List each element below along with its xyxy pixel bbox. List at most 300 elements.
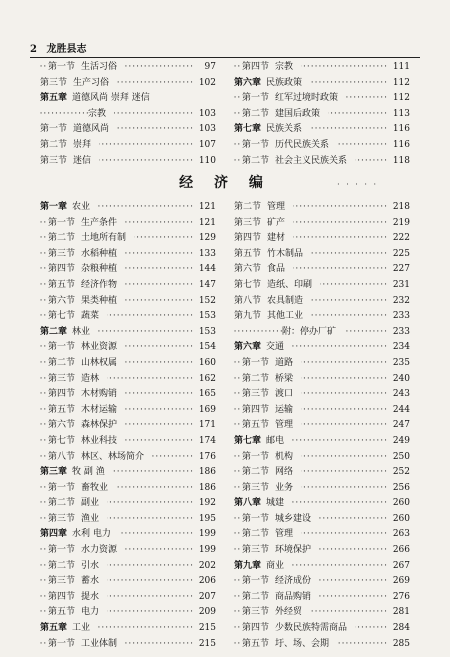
entry-title: 交通 [266, 342, 285, 353]
toc-entry [234, 450, 410, 466]
entry-title: 竹木制品 [267, 248, 304, 259]
entry-label [242, 91, 346, 107]
toc-entry [234, 372, 410, 388]
entry-title: 经济作物 [81, 279, 118, 290]
toc-entry [234, 387, 410, 403]
page-number: 2 [30, 44, 37, 55]
entry-page-number: 267 [388, 559, 410, 575]
entry-title: 造林 [81, 373, 100, 384]
entry-title: 林业资源 [81, 342, 118, 353]
entry-label [48, 418, 125, 434]
entry-number: 第二节 [234, 202, 262, 212]
entry-title: 森林保护 [81, 420, 118, 431]
toc-top-left [40, 60, 216, 169]
entry-title: 矿产 [267, 217, 286, 228]
toc-entry [234, 231, 410, 247]
entry-label [234, 434, 292, 450]
toc-entry [40, 621, 216, 637]
entry-page-number: 165 [194, 387, 216, 403]
entry-title: 社会主义民族关系 [275, 155, 348, 166]
entry-page-number: 269 [388, 574, 410, 590]
entry-number: 第一节 [242, 513, 270, 524]
entry-page-number: 206 [194, 574, 216, 590]
toc-entry [234, 340, 410, 356]
entry-label [48, 605, 107, 621]
entry-number: 第四节 [242, 404, 270, 415]
entry-number: 第一节 [242, 451, 270, 462]
entry-label [48, 637, 125, 653]
toc-top-right [234, 60, 410, 169]
entry-title: 环境保护 [275, 545, 312, 556]
entry-label [234, 247, 311, 263]
entry-label [242, 60, 301, 76]
entry-page-number: 243 [388, 387, 410, 403]
entry-title: 林业科技 [81, 435, 118, 446]
toc-entry [234, 309, 410, 325]
toc-entry [40, 247, 216, 263]
entry-label [40, 200, 98, 216]
entry-label [40, 527, 119, 543]
toc-entry [40, 574, 216, 590]
entry-label [242, 465, 301, 481]
toc-entry [40, 154, 216, 170]
entry-title: 工业 [72, 623, 91, 634]
entry-number: 第一章 [40, 202, 68, 212]
entry-page-number: 133 [194, 247, 216, 263]
entry-label [40, 325, 98, 341]
entry-page-number: 231 [388, 278, 410, 294]
entry-number: 第二节 [242, 591, 270, 602]
toc-entry [234, 247, 410, 263]
entry-page-number: 250 [388, 450, 410, 466]
entry-number: 第二节 [48, 498, 76, 509]
toc-entry [234, 262, 410, 278]
entry-number: 第五章 [40, 93, 68, 104]
entry-page-number: 147 [194, 278, 216, 294]
entry-page-number: 113 [388, 107, 410, 123]
entry-number: 第一节 [48, 217, 76, 228]
entry-label [234, 496, 292, 512]
entry-label [234, 340, 292, 356]
entry-page-number: 103 [194, 107, 216, 123]
toc-entry [234, 325, 410, 341]
entry-title: 民族政策 [266, 77, 303, 88]
toc-entry [40, 107, 216, 123]
entry-title: 圩、场、会期 [275, 638, 330, 649]
toc-entry [234, 76, 410, 92]
toc-bottom-right [234, 200, 410, 652]
entry-number: 第六节 [48, 420, 76, 431]
entry-number: 第四节 [48, 591, 76, 602]
entry-page-number: 225 [388, 247, 410, 263]
toc-entry [234, 294, 410, 310]
entry-number: 第三节 [40, 155, 68, 166]
decorative-dots: · · · · · [337, 180, 378, 189]
entry-title: 食品 [267, 264, 286, 275]
entry-label [48, 450, 152, 466]
toc-entry [40, 527, 216, 543]
entry-label [48, 512, 107, 528]
toc-entry [40, 481, 216, 497]
entry-number: 第四节 [234, 233, 262, 244]
entry-title: 其他工业 [267, 311, 304, 322]
entry-page-number: 144 [194, 262, 216, 278]
section-title: 经 济 编 [179, 175, 271, 191]
toc-entry [234, 154, 410, 170]
entry-page-number: 285 [388, 637, 410, 653]
entry-label [48, 216, 125, 232]
entry-label [48, 294, 125, 310]
entry-label [234, 309, 311, 325]
entry-title: 引水 [81, 560, 100, 571]
entry-page-number: 107 [194, 138, 216, 154]
entry-number: 第一节 [48, 545, 76, 556]
entry-number: 第七节 [234, 279, 262, 290]
entry-title: 提水 [81, 591, 100, 602]
toc-entry [40, 216, 216, 232]
toc-entry [40, 372, 216, 388]
entry-number: 第二节 [40, 139, 68, 150]
entry-label [40, 91, 158, 107]
entry-label [40, 154, 99, 170]
toc-entry [40, 512, 216, 528]
entry-number: 第二节 [48, 560, 76, 571]
entry-label [48, 590, 107, 606]
entry-title: 管理 [267, 202, 286, 212]
entry-number: 第七章 [234, 124, 262, 135]
entry-page-number: 249 [388, 434, 410, 450]
entry-number: 第一节 [48, 62, 76, 72]
toc-entry [40, 138, 216, 154]
toc-entry [40, 294, 216, 310]
entry-label [48, 278, 125, 294]
entry-page-number: 219 [388, 216, 410, 232]
toc-entry [234, 418, 410, 434]
entry-number: 第四节 [48, 264, 76, 275]
entry-label [234, 216, 293, 232]
entry-title: 山林权属 [81, 357, 118, 368]
entry-title: 民族关系 [266, 124, 303, 135]
entry-label [48, 60, 125, 76]
entry-title: 邮电 [266, 435, 285, 446]
entry-page-number: 186 [194, 465, 216, 481]
entry-title: 杂粮种植 [81, 264, 118, 275]
entry-page-number: 215 [194, 637, 216, 653]
entry-title: 业务 [275, 482, 294, 493]
entry-title: 蔬菜 [81, 311, 100, 322]
entry-label [242, 154, 355, 170]
entry-page-number: 102 [194, 76, 216, 92]
entry-number: 第三节 [48, 513, 76, 524]
toc-entry [40, 340, 216, 356]
entry-page-number: 192 [194, 496, 216, 512]
entry-title: 林区、林场简介 [81, 451, 145, 462]
toc-entry [40, 200, 216, 216]
toc-entry [234, 107, 410, 123]
toc-entry [234, 496, 410, 512]
entry-page-number: 207 [194, 590, 216, 606]
toc-entry [40, 356, 216, 372]
entry-label [242, 418, 301, 434]
entry-label [234, 76, 310, 92]
entry-number: 第六节 [48, 295, 76, 306]
toc-entry [40, 91, 216, 107]
entry-label [234, 231, 293, 247]
entry-label [242, 527, 301, 543]
toc-entry [234, 91, 410, 107]
entry-page-number: 233 [388, 325, 410, 341]
entry-page-number: 256 [388, 481, 410, 497]
entry-page-number: 171 [194, 418, 216, 434]
entry-page-number: 232 [388, 294, 410, 310]
entry-title: 生产习俗 [73, 77, 110, 88]
entry-number: 第二节 [242, 155, 270, 166]
entry-number: 第一节 [48, 482, 76, 493]
entry-title: 工业体制 [81, 638, 118, 649]
entry-number: 第八节 [234, 295, 262, 306]
entry-label [48, 434, 125, 450]
entry-page-number: 112 [388, 91, 410, 107]
entry-label [242, 621, 355, 637]
entry-number: 第三节 [40, 77, 68, 88]
toc-entry [234, 60, 410, 76]
entry-label [48, 231, 134, 247]
entry-title: 道德风尚 [73, 124, 110, 135]
toc-entry [234, 434, 410, 450]
entry-number: 第一节 [242, 357, 270, 368]
entry-page-number: 121 [194, 216, 216, 232]
entry-number: 第三节 [48, 248, 76, 259]
entry-page-number: 121 [194, 200, 216, 216]
toc-entry [40, 543, 216, 559]
entry-label [242, 387, 301, 403]
entry-number: 第四节 [242, 62, 270, 72]
entry-title: 网络 [275, 467, 294, 478]
entry-label [234, 278, 320, 294]
toc-entry [40, 309, 216, 325]
leader-dots [40, 107, 194, 123]
entry-label [48, 496, 107, 512]
entry-number: 第一节 [242, 576, 270, 587]
entry-number: 第三章 [40, 467, 68, 478]
entry-title: 渡口 [275, 389, 294, 400]
entry-label [48, 372, 107, 388]
book-title: 龙胜县志 [46, 44, 87, 55]
entry-number: 第七节 [48, 311, 76, 322]
entry-label [242, 512, 319, 528]
toc-entry [40, 231, 216, 247]
entry-number: 第五节 [242, 638, 270, 649]
entry-label [234, 200, 293, 216]
entry-number: 第五节 [48, 404, 76, 415]
toc-entry [234, 637, 410, 653]
entry-number: 第四节 [242, 623, 270, 634]
entry-label [242, 372, 301, 388]
entry-number: 第三节 [48, 373, 76, 384]
entry-label [40, 76, 117, 92]
entry-number: 第三节 [48, 576, 76, 587]
entry-number: 第六章 [234, 342, 262, 353]
entry-page-number: 276 [388, 590, 410, 606]
entry-title: 宗教 [275, 62, 294, 72]
entry-page-number: 162 [194, 372, 216, 388]
entry-page-number: 215 [194, 621, 216, 637]
toc-entry [40, 590, 216, 606]
entry-title: 林业 [72, 326, 91, 337]
entry-number: 第五节 [48, 279, 76, 290]
entry-page-number: 186 [194, 481, 216, 497]
entry-title: 管理 [275, 420, 294, 431]
entry-label [48, 262, 125, 278]
entry-label [48, 481, 116, 497]
entry-label [242, 637, 337, 653]
entry-page-number: 195 [194, 512, 216, 528]
entry-page-number: 116 [388, 122, 410, 138]
entry-label [48, 559, 107, 575]
entry-number: 第四章 [40, 529, 68, 540]
entry-number: 第一节 [48, 342, 76, 353]
entry-title: 迷信 [73, 155, 92, 166]
entry-label [234, 294, 311, 310]
entry-label [242, 403, 301, 419]
entry-title: 土地所有制 [81, 233, 127, 244]
entry-title: 木材购销 [81, 389, 118, 400]
entry-number: 第二节 [242, 467, 270, 478]
entry-page-number: 160 [194, 356, 216, 372]
entry-title: 水利 电力 [72, 529, 111, 540]
entry-number: 第二节 [242, 108, 270, 119]
entry-number: 第五节 [242, 420, 270, 431]
entry-title: 少数民族特需商品 [275, 623, 348, 634]
entry-title: 红军过境时政策 [275, 93, 339, 104]
toc-entry [234, 138, 410, 154]
entry-number: 第五节 [48, 607, 76, 618]
entry-number: 第二章 [40, 326, 68, 337]
toc-entry [234, 481, 410, 497]
toc-entry [234, 543, 410, 559]
entry-number: 第三节 [242, 607, 270, 618]
entry-title: 生产条件 [81, 217, 118, 228]
entry-page-number: 199 [194, 527, 216, 543]
entry-page-number: 218 [388, 200, 410, 216]
entry-page-number: 129 [194, 231, 216, 247]
entry-page-number: 110 [194, 154, 216, 170]
entry-title: 农业 [72, 202, 91, 212]
toc-entry [40, 637, 216, 653]
entry-title: 道德风尚 崇拜 迷信 [72, 93, 150, 104]
entry-title: 木材运输 [81, 404, 118, 415]
entry-page-number: 153 [194, 309, 216, 325]
entry-number: 第二节 [48, 357, 76, 368]
entry-title: 管理 [275, 529, 294, 540]
entry-page-number: 260 [388, 496, 410, 512]
toc-entry [234, 512, 410, 528]
entry-number: 第一节 [242, 93, 270, 104]
entry-number: 第三节 [234, 217, 262, 228]
entry-page-number: 222 [388, 231, 410, 247]
toc-entry [234, 356, 410, 372]
entry-title: 生活习俗 [81, 62, 118, 72]
entry-label [48, 403, 125, 419]
entry-title: 外经贸 [275, 607, 303, 618]
entry-page-number: 234 [388, 340, 410, 356]
toc-entry [234, 559, 410, 575]
entry-number: 第一节 [40, 124, 68, 135]
entry-number: 第二节 [242, 373, 270, 384]
entry-title: 附：停办厂矿 [282, 326, 337, 337]
entry-number: 第三节 [242, 482, 270, 493]
entry-label [40, 465, 113, 481]
toc-entry [234, 605, 410, 621]
entry-label [48, 387, 125, 403]
entry-title: 水稻种植 [81, 248, 118, 259]
entry-page-number: 154 [194, 340, 216, 356]
entry-label [242, 605, 310, 621]
entry-number: 第五节 [234, 248, 262, 259]
toc-entry [40, 403, 216, 419]
entry-label [242, 543, 319, 559]
entry-title: 农具制造 [267, 295, 304, 306]
toc-entry [40, 76, 216, 92]
entry-label [234, 122, 310, 138]
entry-page-number: 116 [388, 138, 410, 154]
entry-label [242, 574, 319, 590]
toc-entry [40, 450, 216, 466]
toc-bottom-left [40, 200, 216, 652]
entry-label [234, 262, 293, 278]
entry-title: 造纸、印刷 [267, 279, 313, 290]
entry-title: 城乡建设 [275, 513, 312, 524]
entry-number: 第七章 [234, 435, 262, 446]
entry-page-number: 169 [194, 403, 216, 419]
entry-label [282, 325, 344, 341]
entry-title: 经济成份 [275, 576, 312, 587]
entry-title: 畜牧业 [81, 482, 109, 493]
entry-page-number: 260 [388, 512, 410, 528]
entry-title: 道路 [275, 357, 294, 368]
entry-page-number: 176 [194, 450, 216, 466]
entry-number: 第八节 [48, 451, 76, 462]
toc-entry [234, 527, 410, 543]
entry-number: 第五章 [40, 623, 68, 634]
entry-label [40, 621, 98, 637]
entry-label [48, 574, 107, 590]
entry-title: 运输 [275, 404, 294, 415]
toc-entry [40, 387, 216, 403]
entry-label [48, 340, 125, 356]
toc-entry [40, 605, 216, 621]
toc-entry [40, 465, 216, 481]
entry-page-number: 284 [388, 621, 410, 637]
entry-title: 崇拜 [73, 139, 92, 150]
entry-page-number: 233 [388, 309, 410, 325]
toc-entry [40, 434, 216, 450]
toc-entry [40, 60, 216, 76]
entry-number: 第二节 [48, 233, 76, 244]
entry-page-number: 252 [388, 465, 410, 481]
entry-page-number: 199 [194, 543, 216, 559]
entry-title: 宗教 [88, 108, 107, 119]
entry-title: 商品购销 [275, 591, 312, 602]
entry-page-number: 152 [194, 294, 216, 310]
entry-title: 城建 [266, 498, 285, 509]
entry-page-number: 266 [388, 543, 410, 559]
entry-title: 桥梁 [275, 373, 294, 384]
entry-number: 第一节 [48, 638, 76, 649]
entry-page-number: 202 [194, 559, 216, 575]
entry-number: 第一节 [242, 139, 270, 150]
entry-page-number: 263 [388, 527, 410, 543]
